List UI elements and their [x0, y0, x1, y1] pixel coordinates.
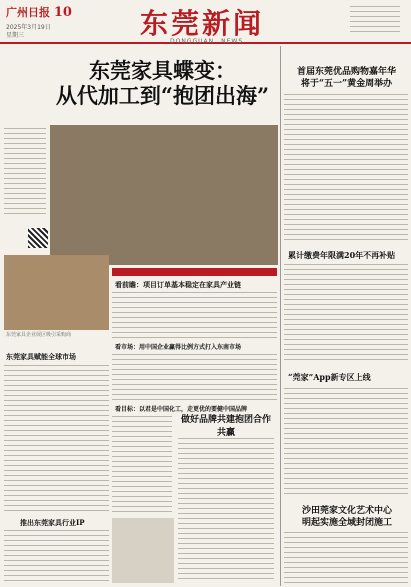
right-headline-2: 累计缴费年限满20年不再补贴 — [288, 250, 396, 260]
right-headline-1: 首届东莞优品购物嘉年华 将于“五一”黄金周举办 — [296, 67, 396, 89]
text-mid-3 — [112, 416, 172, 516]
mid-banner — [112, 268, 277, 276]
right-text-2 — [284, 264, 408, 364]
main-photo — [50, 125, 278, 265]
secondary-photo — [4, 255, 109, 330]
main-headline: 东莞家具蝶变： 从代加工到“抱团出海” — [55, 58, 270, 108]
contact-info — [350, 6, 400, 36]
subhead-5: 推出东莞家具行业IP — [20, 518, 85, 527]
right-text-1 — [284, 94, 408, 244]
intro-text — [4, 128, 46, 218]
bottom-photo — [112, 518, 174, 583]
subhead-6: 做好品牌共建抱团合作共赢 — [180, 415, 271, 438]
subhead-4: 看目标：以君是中国化工，走更优的要健中国品牌 — [115, 406, 248, 413]
right-text-4 — [284, 532, 408, 584]
photo-caption: 东莞家具企业展区吸引采购商 — [6, 332, 72, 338]
text-mid-2 — [112, 354, 277, 402]
subhead-2: 看前瞻：项目订单基本稳定在家具产业链 — [115, 280, 241, 289]
subhead-3: 看市场：用中国企业赢得比例方式打入东南市场 — [115, 344, 242, 351]
section-pinyin: DONGGUAN NEWS — [170, 38, 244, 45]
right-headline-4: 沙田莞家文化艺术中心 明起实施全域封闭施工 — [301, 506, 392, 528]
section-title: 东莞新闻 — [140, 7, 265, 40]
text-col-1 — [4, 365, 109, 515]
qr-code[interactable] — [28, 228, 48, 248]
text-mid-1 — [112, 292, 277, 340]
text-mid-4 — [178, 438, 274, 583]
right-headline-3: “莞家”App新专区上线 — [288, 372, 371, 382]
paper-logo: 广州日报 10 — [6, 5, 72, 20]
text-col-1b — [4, 530, 109, 585]
subhead-1: 东莞家具赋能全球市场 — [6, 352, 76, 361]
column-divider — [280, 46, 281, 586]
right-text-3 — [284, 388, 408, 498]
date-line: 2025年3月19日 星期三 — [6, 24, 51, 39]
